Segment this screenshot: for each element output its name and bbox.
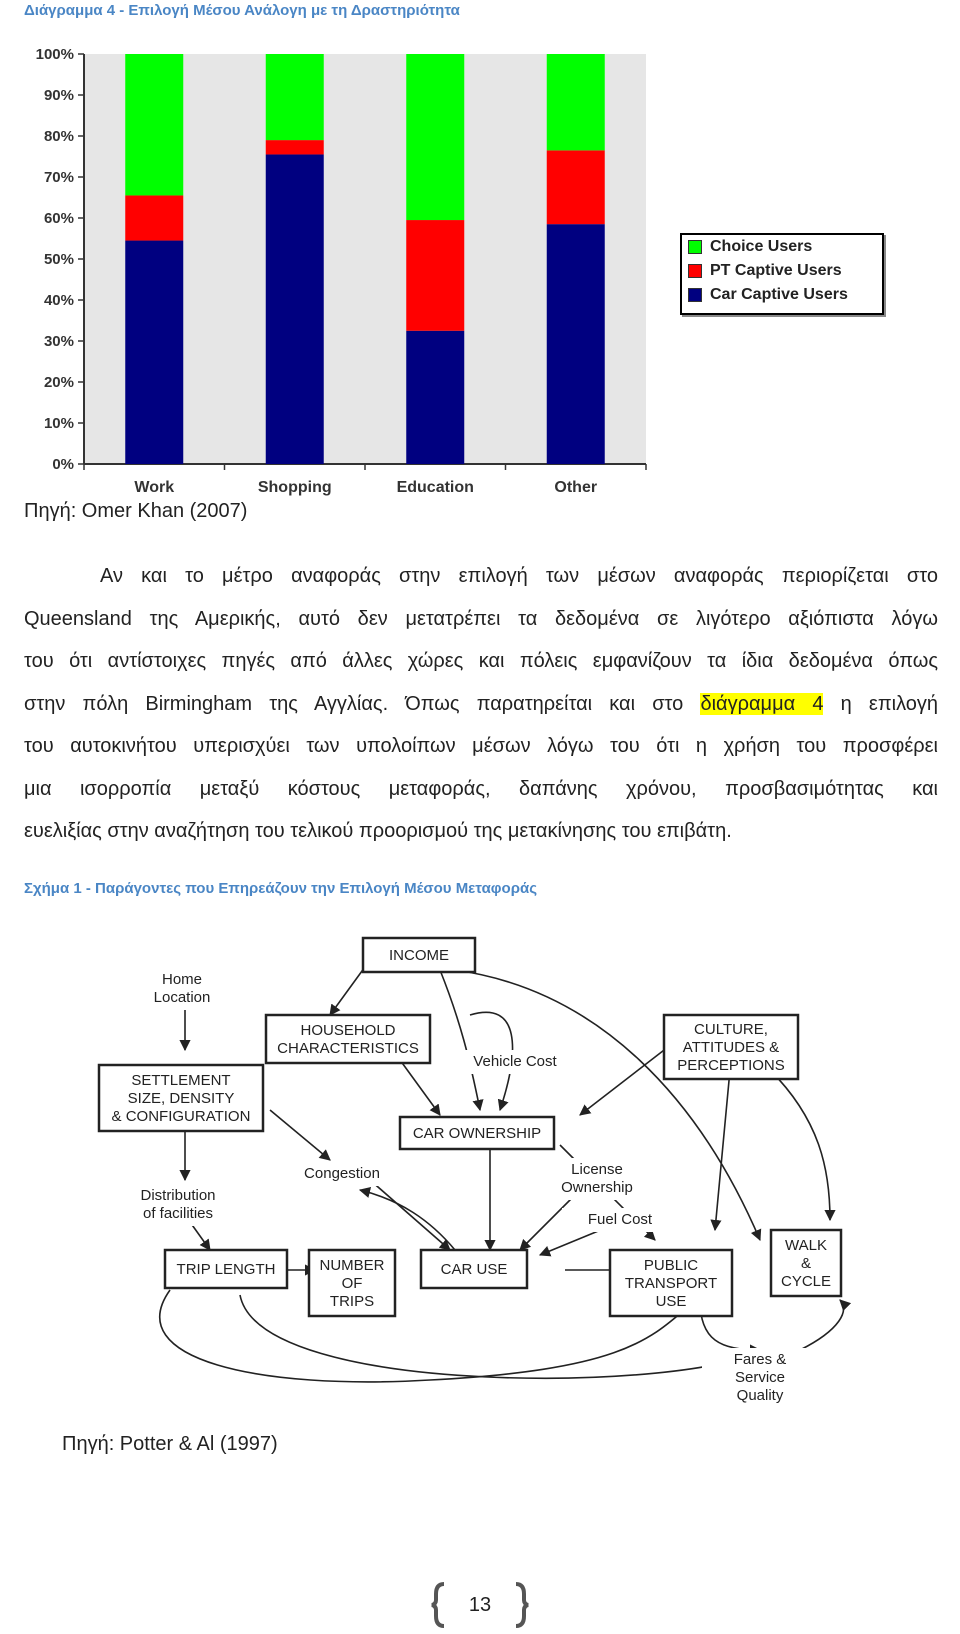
- chart-legend: [680, 233, 884, 315]
- legend-item-car-captive-users: [682, 283, 882, 307]
- chart-caption: Διάγραμμα 4 - Επιλογή Μέσου Ανάλογη με τη Δραστηριότητα: [24, 2, 460, 19]
- diagram-source: Πηγή: Potter & Al (1997): [62, 1433, 278, 1455]
- bar-segment: [125, 241, 183, 464]
- bar-segment: [125, 195, 183, 240]
- paragraph-line: Αν και το μέτρο αναφοράς στην επιλογή των μέσων αναφοράς περιορίζεται στο: [100, 565, 938, 587]
- diagram-box-label: OF: [341, 1275, 363, 1292]
- diagram-text-label: License: [571, 1161, 623, 1178]
- bar-segment: [266, 54, 324, 140]
- diagram-text-label: Distribution: [140, 1187, 216, 1204]
- diagram-box-label: CAR USE: [440, 1261, 508, 1278]
- legend-item-choice-users: [682, 235, 882, 259]
- bar-segment: [406, 54, 464, 220]
- diagram-box-household: [266, 1015, 430, 1063]
- diagram-nodes: [99, 938, 841, 1408]
- diagram-label-distribution: [120, 1184, 236, 1226]
- diagram-box-settlement: [99, 1065, 263, 1131]
- diagram-box-label: ATTITUDES &: [682, 1039, 780, 1056]
- bar-segment: [266, 140, 324, 154]
- diagram-box-label: HOUSEHOLD: [300, 1022, 396, 1039]
- bar-segment: [406, 331, 464, 464]
- page-number: [430, 1580, 530, 1630]
- diagram-box-label: INCOME: [389, 947, 449, 964]
- diagram-text-label: of facilities: [142, 1205, 214, 1222]
- y-tick-label: 80%: [43, 128, 74, 145]
- x-tick-label: Work: [134, 479, 175, 496]
- diagram-reference-link[interactable]: διάγραμμα 4: [700, 692, 824, 715]
- diagram-label-license: [539, 1158, 655, 1200]
- diagram-box-car-ownership: [400, 1117, 554, 1149]
- paragraph-line: Queensland της Αμερικής, αυτό δεν μετατρέπει τα δεδομένα σε λιγότερο αξιόπιστα λόγω: [24, 607, 938, 630]
- diagram-label-congestion: [284, 1162, 400, 1186]
- diagram-label-fuel-cost: [562, 1208, 678, 1232]
- diagram-box-label: CYCLE: [780, 1273, 832, 1290]
- legend-swatch: [688, 240, 702, 254]
- legend-item-pt-captive-users: [682, 259, 882, 283]
- diagram-box-label: CHARACTERISTICS: [277, 1040, 419, 1057]
- y-tick-label: 90%: [43, 87, 74, 104]
- paragraph-text: η επιλογή: [823, 692, 939, 715]
- diagram-label-vehicle-cost: [457, 1050, 573, 1074]
- x-tick-label: Shopping: [257, 479, 332, 496]
- diagram-text-label: Vehicle Cost: [473, 1053, 557, 1070]
- diagram-box-label: NUMBER: [319, 1257, 385, 1274]
- bar-segment: [125, 54, 183, 195]
- bar-segment: [406, 220, 464, 331]
- page-number-text: 13: [468, 1594, 492, 1616]
- diagram-box-car-use: [421, 1250, 527, 1288]
- bar-segment: [547, 54, 605, 150]
- paragraph-line: [24, 683, 938, 726]
- diagram-box-income: [363, 938, 475, 972]
- diagram-box-label: CULTURE,: [694, 1021, 768, 1038]
- body-paragraph: [24, 555, 938, 853]
- diagram-text-label: Service: [734, 1369, 786, 1386]
- legend-label: Car Captive Users: [710, 286, 848, 303]
- diagram-label-home: [124, 968, 240, 1010]
- paragraph-line: ευελιξίας στην αναζήτηση του τελικού προορισμού της μετακίνησης του επιβάτη.: [24, 820, 732, 842]
- diagram-box-label: TRIPS: [329, 1293, 375, 1310]
- y-tick-label: 50%: [43, 251, 74, 268]
- paragraph-line: του ότι αντίστοιχες πηγές από άλλες χώρες και πόλεις εμφανίζουν τα ίδια δεδομένα όπως: [24, 650, 938, 672]
- diagram-box-label: TRIP LENGTH: [176, 1261, 276, 1278]
- mode-choice-diagram: [0, 920, 960, 1420]
- diagram-text-label: Congestion: [304, 1165, 380, 1182]
- x-tick-label: Education: [396, 479, 474, 496]
- diagram-box-label: &: [800, 1255, 812, 1272]
- y-tick-label: 70%: [43, 169, 74, 186]
- diagram-box-label: PUBLIC: [643, 1257, 699, 1274]
- diagram-box-label: & CONFIGURATION: [111, 1108, 251, 1125]
- x-tick-label: Other: [554, 479, 598, 496]
- diagram-box-label: SIZE, DENSITY: [127, 1090, 235, 1107]
- diagram-text-label: Quality: [736, 1387, 784, 1404]
- diagram-box-label: WALK: [785, 1237, 827, 1254]
- bar-segment: [266, 154, 324, 464]
- diagram-text-label: Home: [161, 971, 203, 988]
- diagram-box-number-trips: [309, 1250, 395, 1316]
- legend-swatch: [688, 288, 702, 302]
- bar-segment: [547, 224, 605, 464]
- diagram-box-public-transport: [610, 1250, 732, 1316]
- diagram-text-label: Ownership: [561, 1179, 633, 1196]
- legend-label: Choice Users: [710, 238, 813, 255]
- diagram-text-label: Location: [153, 989, 211, 1006]
- legend-swatch: [688, 264, 702, 278]
- y-tick-label: 100%: [35, 46, 74, 63]
- diagram-box-culture: [664, 1015, 798, 1079]
- diagram-caption: Σχήμα 1 - Παράγοντες που Επηρεάζουν την Επιλογή Μέσου Μεταφοράς: [24, 880, 537, 897]
- y-tick-label: 0%: [52, 456, 74, 473]
- diagram-text-label: Fuel Cost: [587, 1211, 653, 1228]
- paragraph-text: στην πόλη Birmingham της Αγγλίας. Όπως παρατηρείται και στο: [24, 692, 701, 715]
- y-tick-label: 10%: [43, 415, 74, 432]
- y-tick-label: 60%: [43, 210, 74, 227]
- paragraph-line: του αυτοκινήτου υπερισχύει των υπολοίπων μέσων λόγω του ότι η χρήση του προσφέρει: [24, 735, 938, 757]
- chart-source: Πηγή: Omer Khan (2007): [24, 500, 248, 522]
- diagram-box-label: CAR OWNERSHIP: [412, 1125, 542, 1142]
- diagram-box-label: SETTLEMENT: [131, 1072, 231, 1089]
- diagram-text-label: Fares &: [733, 1351, 787, 1368]
- diagram-label-fares: [702, 1348, 818, 1408]
- diagram-box-label: TRANSPORT: [624, 1275, 718, 1292]
- stacked-bar-chart: [18, 40, 668, 530]
- diagram-box-label: USE: [655, 1293, 687, 1310]
- y-tick-label: 40%: [43, 292, 74, 309]
- paragraph-line: μια ισορροπία μεταξύ κόστους μεταφοράς, δαπάνης χρόνου, προσβασιμότητας και: [24, 777, 938, 800]
- y-tick-label: 20%: [43, 374, 74, 391]
- diagram-box-walk: [771, 1230, 841, 1296]
- y-tick-label: 30%: [43, 333, 74, 350]
- legend-label: PT Captive Users: [710, 262, 842, 279]
- diagram-box-trip-length: [165, 1250, 287, 1288]
- diagram-box-label: PERCEPTIONS: [677, 1057, 785, 1074]
- bar-segment: [547, 150, 605, 224]
